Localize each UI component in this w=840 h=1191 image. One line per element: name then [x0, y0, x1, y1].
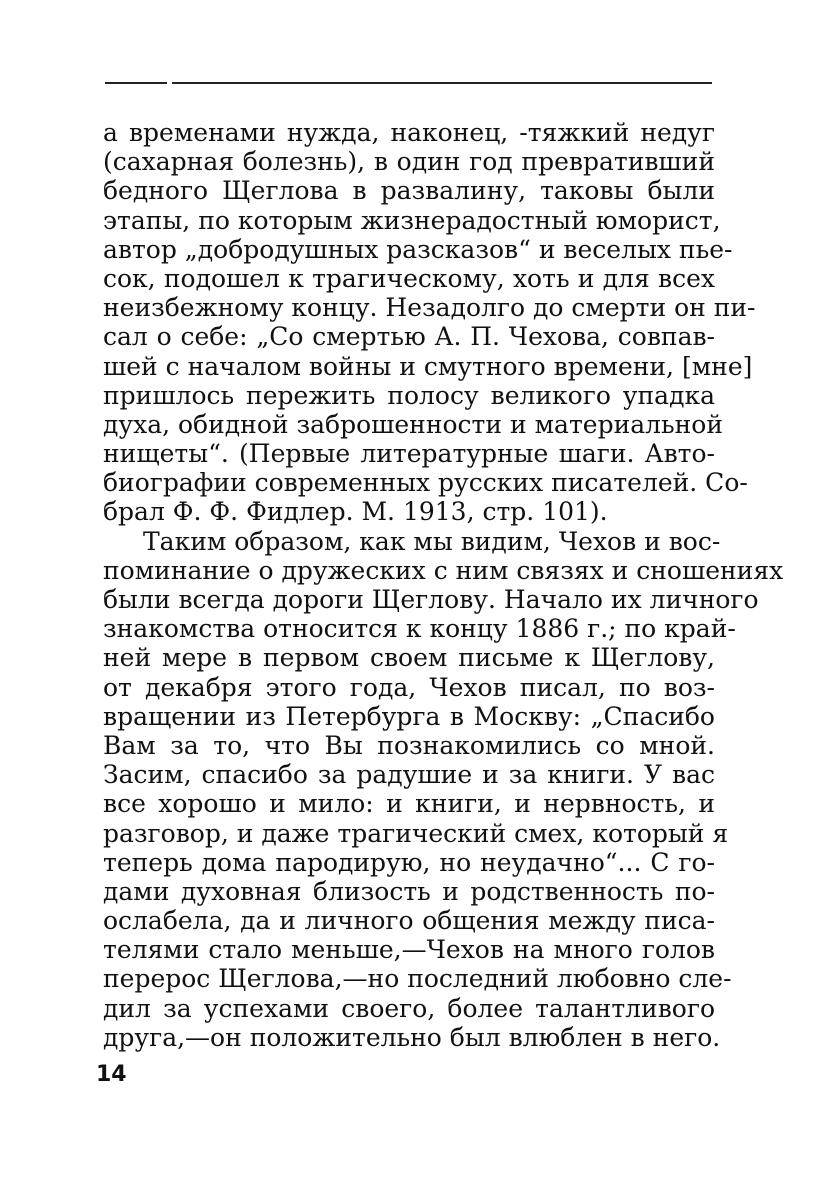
text-line: духа, обидной заброшенности и материальной: [103, 409, 724, 439]
header-rule-short: [105, 82, 167, 84]
page-number: 14: [96, 1062, 127, 1087]
text-line: ослабела, да и личного общения между писа-: [103, 906, 715, 936]
text-line: сал о себе: „Со смертью А. П. Чехова, совпав-: [103, 322, 715, 352]
text-line: теперь дома пародирую, но неудачно“... С го-: [103, 847, 715, 877]
text-line: пришлось пережить полосу великого упадка: [103, 380, 715, 410]
text-line: автор „добродушных разсказов“ и веселых пье-: [103, 234, 733, 264]
text-line: шей с началом войны и смутного времени, [мне]: [103, 351, 753, 381]
text-line: ней мере в первом своем письме к Щеглову,: [103, 643, 715, 673]
text-line: вращении из Петербурга в Москву: „Спасибо: [103, 701, 715, 731]
text-line: поминание о дружеских с ним связях и сношениях: [103, 555, 784, 585]
text-line: брал Ф. Ф. Фидлер. М. 1913, стр. 101).: [103, 497, 608, 527]
text-line: перерос Щеглова,—но последний любовно сле-: [103, 964, 732, 994]
text-line: этапы, по которым жизнерадостный юморист,: [103, 205, 721, 235]
text-line: Засим, спасибо за радушие и за книги. У вас: [103, 760, 715, 790]
text-line: дами духовная близость и родственность по-: [103, 876, 715, 906]
text-line: друга,—он положительно был влюблен в него.: [103, 1022, 721, 1052]
text-line: Вам за то, что Вы познакомились со мной.: [103, 730, 715, 760]
header-rule-long: [172, 82, 712, 84]
text-line: неизбежному концу. Незадолго до смерти он пи-: [103, 293, 756, 323]
text-line: все хорошо и мило: и книги, и нервность, и: [103, 789, 715, 819]
text-line: были всегда дороги Щеглову. Начало их личного: [103, 585, 759, 614]
text-line: дил за успехами своего, более талантливого: [103, 993, 715, 1023]
text-line: биографии современных русских писателей. Со-: [103, 468, 748, 498]
body-text: [103, 118, 784, 1052]
text-line: телями стало меньше,—Чехов на много голов: [103, 935, 715, 965]
text-line: нищеты“. (Первые литературные шаги. Авто-: [103, 439, 715, 469]
text-line: бедного Щеглова в развалину, таковы были: [103, 176, 715, 206]
text-line: а временами нужда, наконец, -тяжкий недуг: [103, 118, 715, 147]
text-line: знакомства относится к концу 1886 г.; по край-: [103, 614, 736, 644]
text-line: от декабря этого года, Чехов писал, по воз-: [103, 672, 715, 702]
text-line: разговор, и даже трагический смех, который я: [103, 818, 729, 848]
text-line: (сахарная болезнь), в один год превративший: [103, 147, 715, 177]
text-line: сок, подошел к трагическому, хоть и для всех: [103, 263, 715, 293]
paragraph-first-line: Таким образом, как мы видим, Чехов и вос-: [143, 526, 721, 556]
